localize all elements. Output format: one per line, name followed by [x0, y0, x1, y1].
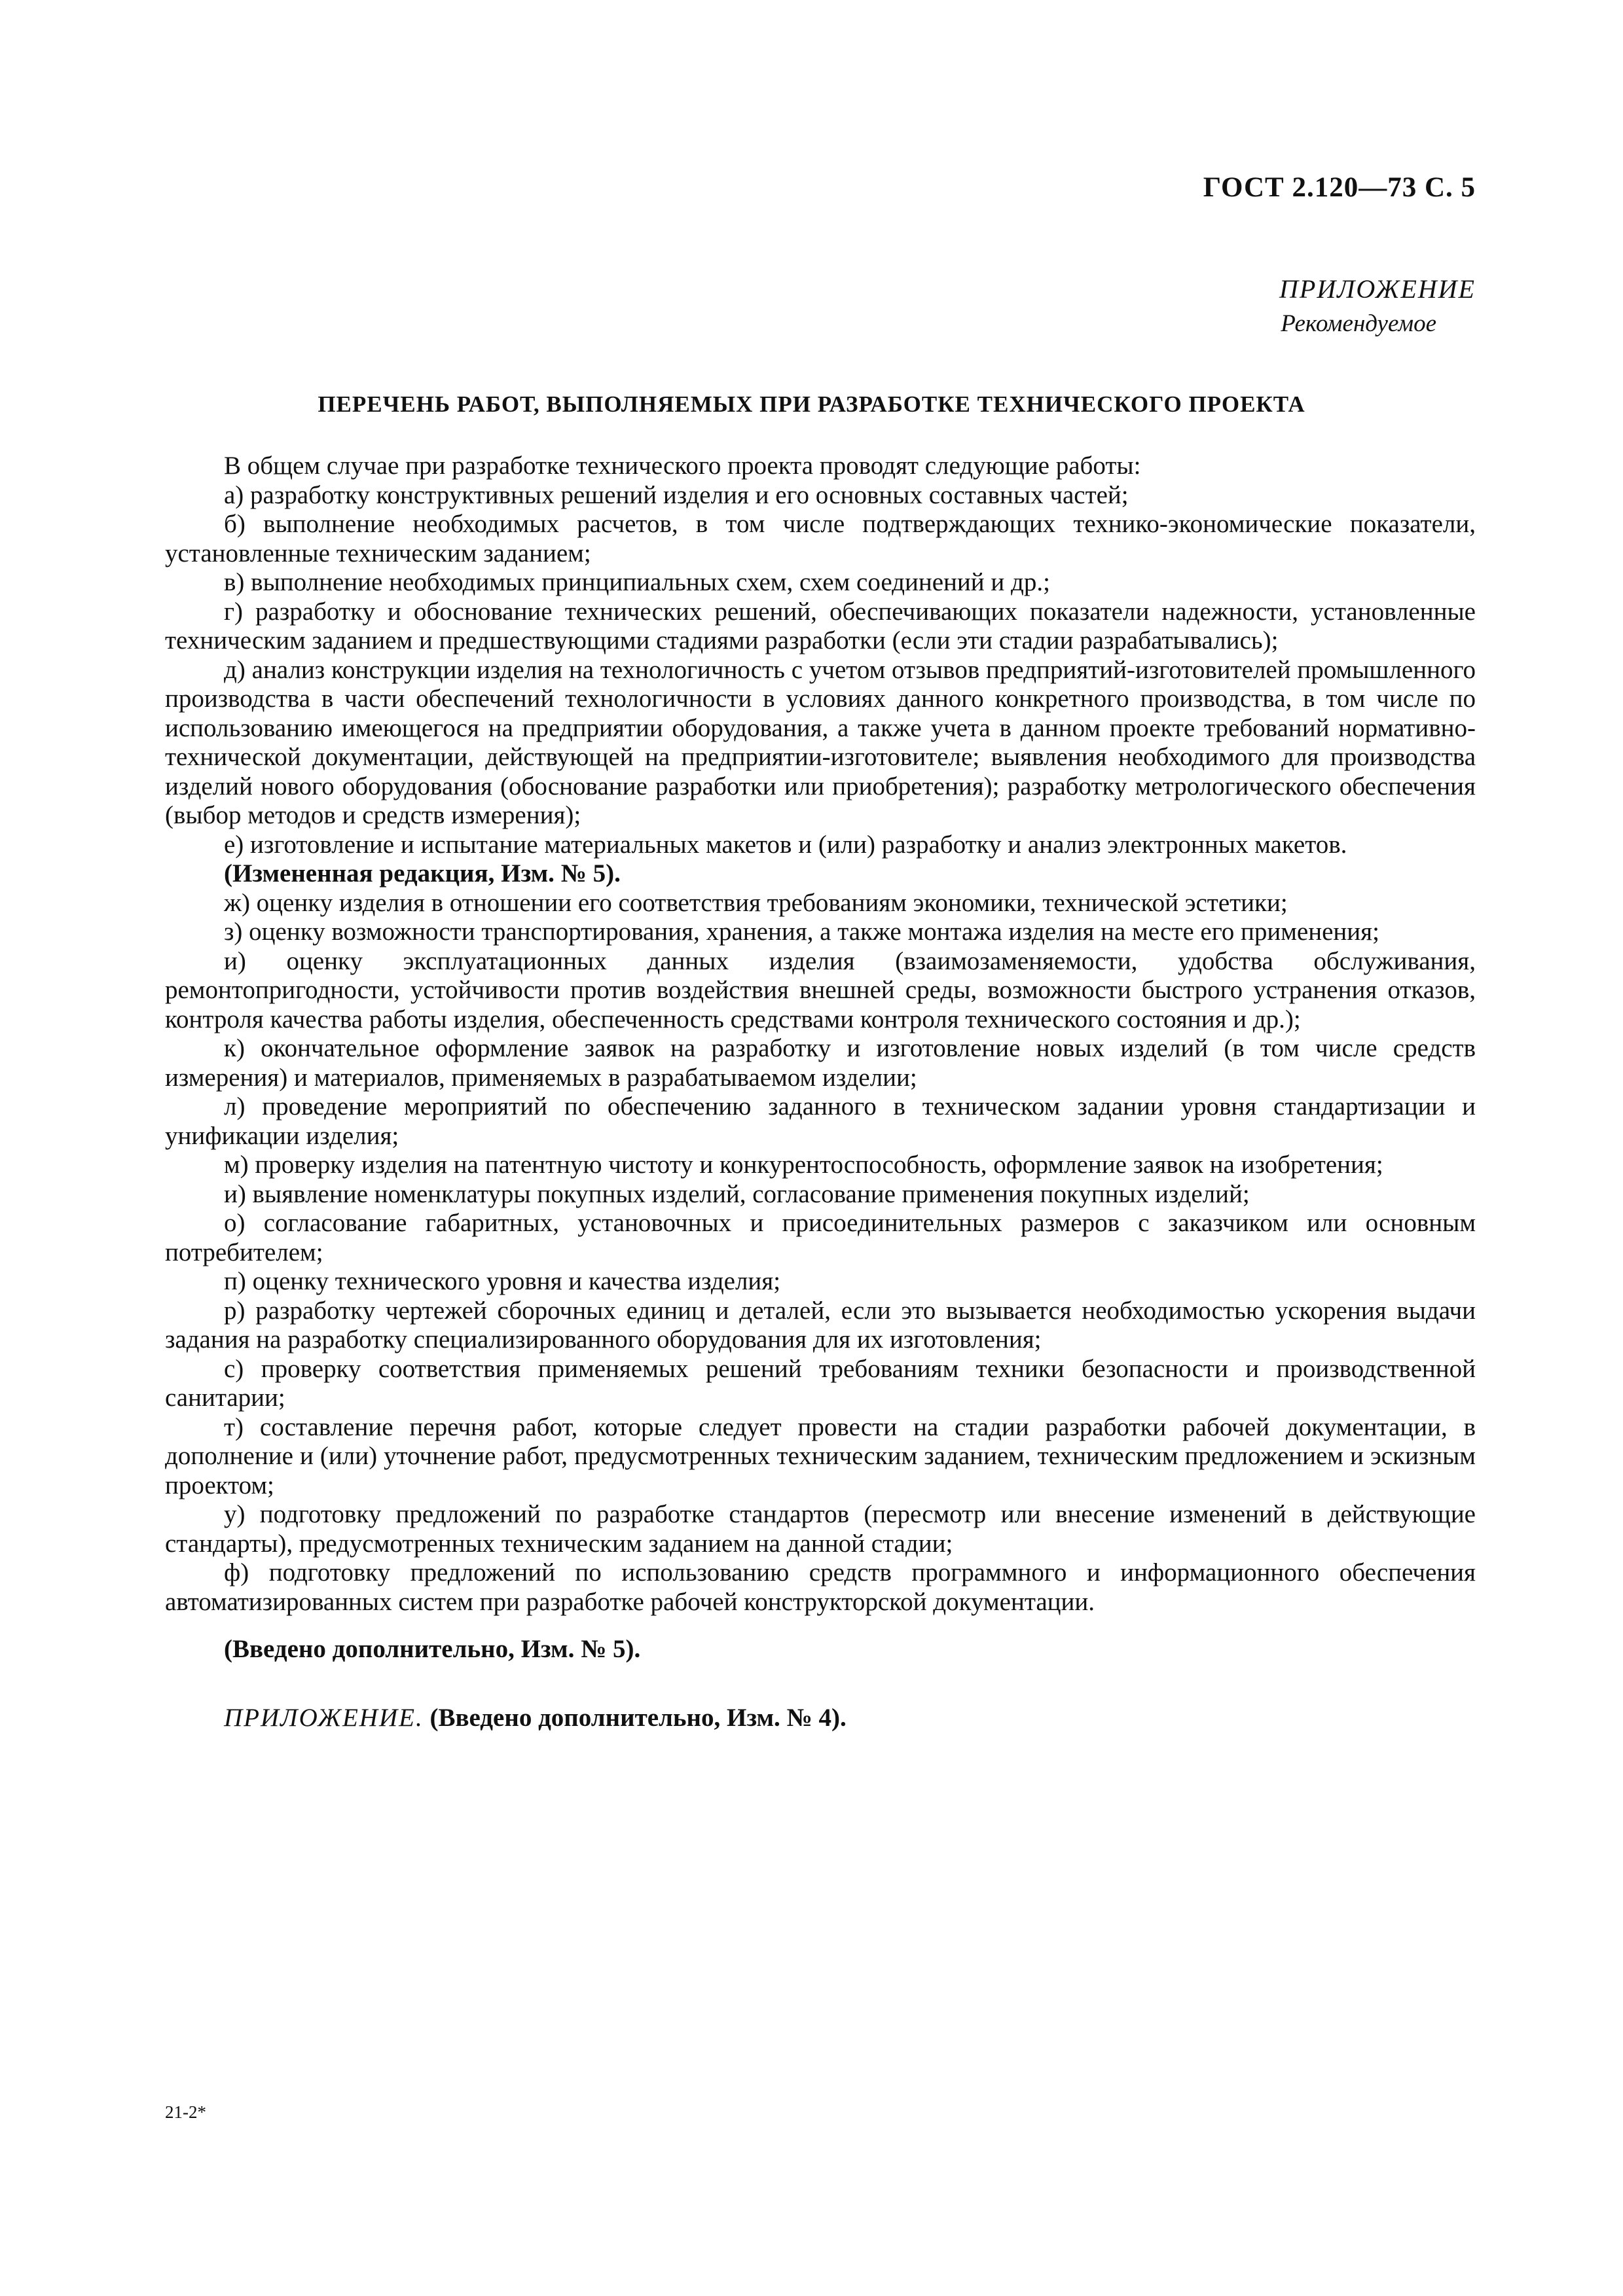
paragraph-k: к) окончательное оформление заявок на разработку и изготовление новых изделий (в том числе средств измерения) и материалов, применяемых в разрабатываемом изделии;: [165, 1034, 1476, 1092]
paragraph-s: с) проверку соответствия применяемых решений требованиям техники безопасности и производственной санитарии;: [165, 1354, 1476, 1412]
footer-signature-mark: 21-2*: [165, 2102, 206, 2122]
amendment-note-5-added: (Введено дополнительно, Изм. № 5).: [224, 1635, 641, 1663]
appendix-amendment-note: [165, 1704, 1476, 1733]
paragraph-d: д) анализ конструкции изделия на технологичность с учетом отзывов предприятий-изготовителей промышленного производства в части обеспечений технологичности в условиях данного конкретного производства, в том числе по использованию имеющегося на предприятии оборудования, а также учета в данном проекте требований нормативно-технической документации, действующей на предприятии-изготовителе; выявления необходимого для производства изделий нового оборудования (обоснование разработки или приобретения); разработку метрологического обеспечения (выбор методов и средств измерения);: [165, 655, 1476, 829]
paragraph-i: и) оценку эксплуатационных данных изделия (взаимозаменяемости, удобства обслуживания, ремонтопригодности, устойчивости против воздействия внешней среды, возможности быстрого устранения отказов, контроля качества работы изделия, обеспеченность средствами контроля технического состояния и др.);: [165, 946, 1476, 1033]
paragraph-b: б) выполнение необходимых расчетов, в том числе подтверждающих технико-экономические показатели, установленные техническим заданием;: [165, 510, 1476, 567]
paragraph-p: п) оценку технического уровня и качества изделия;: [224, 1267, 781, 1295]
appendix-note-text: (Введено дополнительно, Изм. № 4).: [423, 1703, 847, 1732]
paragraph-intro: В общем случае при разработке технического проекта проводят следующие работы:: [224, 452, 1141, 480]
appendix-label: ПРИЛОЖЕНИЕ: [1279, 274, 1476, 304]
amendment-note-5-edit: (Измененная редакция, Изм. № 5).: [224, 859, 621, 888]
appendix-status: Рекомендуемое: [1281, 310, 1436, 337]
page-header-standard: ГОСТ 2.120—73 С. 5: [1203, 172, 1476, 203]
paragraph-e: е) изготовление и испытание материальных макетов и (или) разработку и анализ электронных макетов.: [224, 830, 1347, 859]
paragraph-t: т) составление перечня работ, которые следует провести на стадии разработки рабочей документации, в дополнение и (или) уточнение работ, предусмотренных техническим заданием, техническим предложением и эскизным проектом;: [165, 1412, 1476, 1499]
paragraph-l: л) проведение мероприятий по обеспечению заданного в техническом задании уровня стандартизации и унификации изделия;: [165, 1092, 1476, 1150]
appendix-label-block: [1279, 274, 1476, 338]
paragraph-z: з) оценку возможности транспортирования, хранения, а также монтажа изделия на месте его применения;: [224, 918, 1379, 946]
paragraph-v: в) выполнение необходимых принципиальных схем, схем соединений и др.;: [224, 568, 1050, 596]
paragraph-m: м) проверку изделия на патентную чистоту и конкурентоспособность, оформление заявок на изобретения;: [224, 1151, 1383, 1179]
document-title: ПЕРЕЧЕНЬ РАБОТ, ВЫПОЛНЯЕМЫХ ПРИ РАЗРАБОТКЕ ТЕХНИЧЕСКОГО ПРОЕКТА: [318, 391, 1305, 417]
paragraph-a: а) разработку конструктивных решений изделия и его основных составных частей;: [224, 480, 1129, 509]
paragraph-r: р) разработку чертежей сборочных единиц и деталей, если это вызывается необходимостью ускорения выдачи задания на разработку специализированного оборудования для их изготовления;: [165, 1296, 1476, 1354]
paragraph-u: у) подготовку предложений по разработке стандартов (пересмотр или внесение изменений в действующие стандарты), предусмотренных техническим заданием на данной стадии;: [165, 1500, 1476, 1558]
paragraph-o: о) согласование габаритных, установочных и присоединительных размеров с заказчиком или основным потребителем;: [165, 1209, 1476, 1266]
paragraph-n: и) выявление номенклатуры покупных изделий, согласование применения покупных изделий;: [224, 1179, 1250, 1208]
paragraph-g: г) разработку и обоснование технических решений, обеспечивающих показатели надежности, установленные техническим заданием и предшествующими стадиями разработки (если эти стадии разрабатывались);: [165, 597, 1476, 655]
paragraph-f: ф) подготовку предложений по использованию средств программного и информационного обеспечения автоматизированных систем при разработке рабочей конструкторской документации.: [165, 1558, 1476, 1616]
document-body: [165, 452, 1476, 1732]
paragraph-zh: ж) оценку изделия в отношении его соответствия требованиям экономики, технической эстетики;: [224, 888, 1288, 917]
appendix-note-label: ПРИЛОЖЕНИЕ.: [224, 1703, 424, 1732]
